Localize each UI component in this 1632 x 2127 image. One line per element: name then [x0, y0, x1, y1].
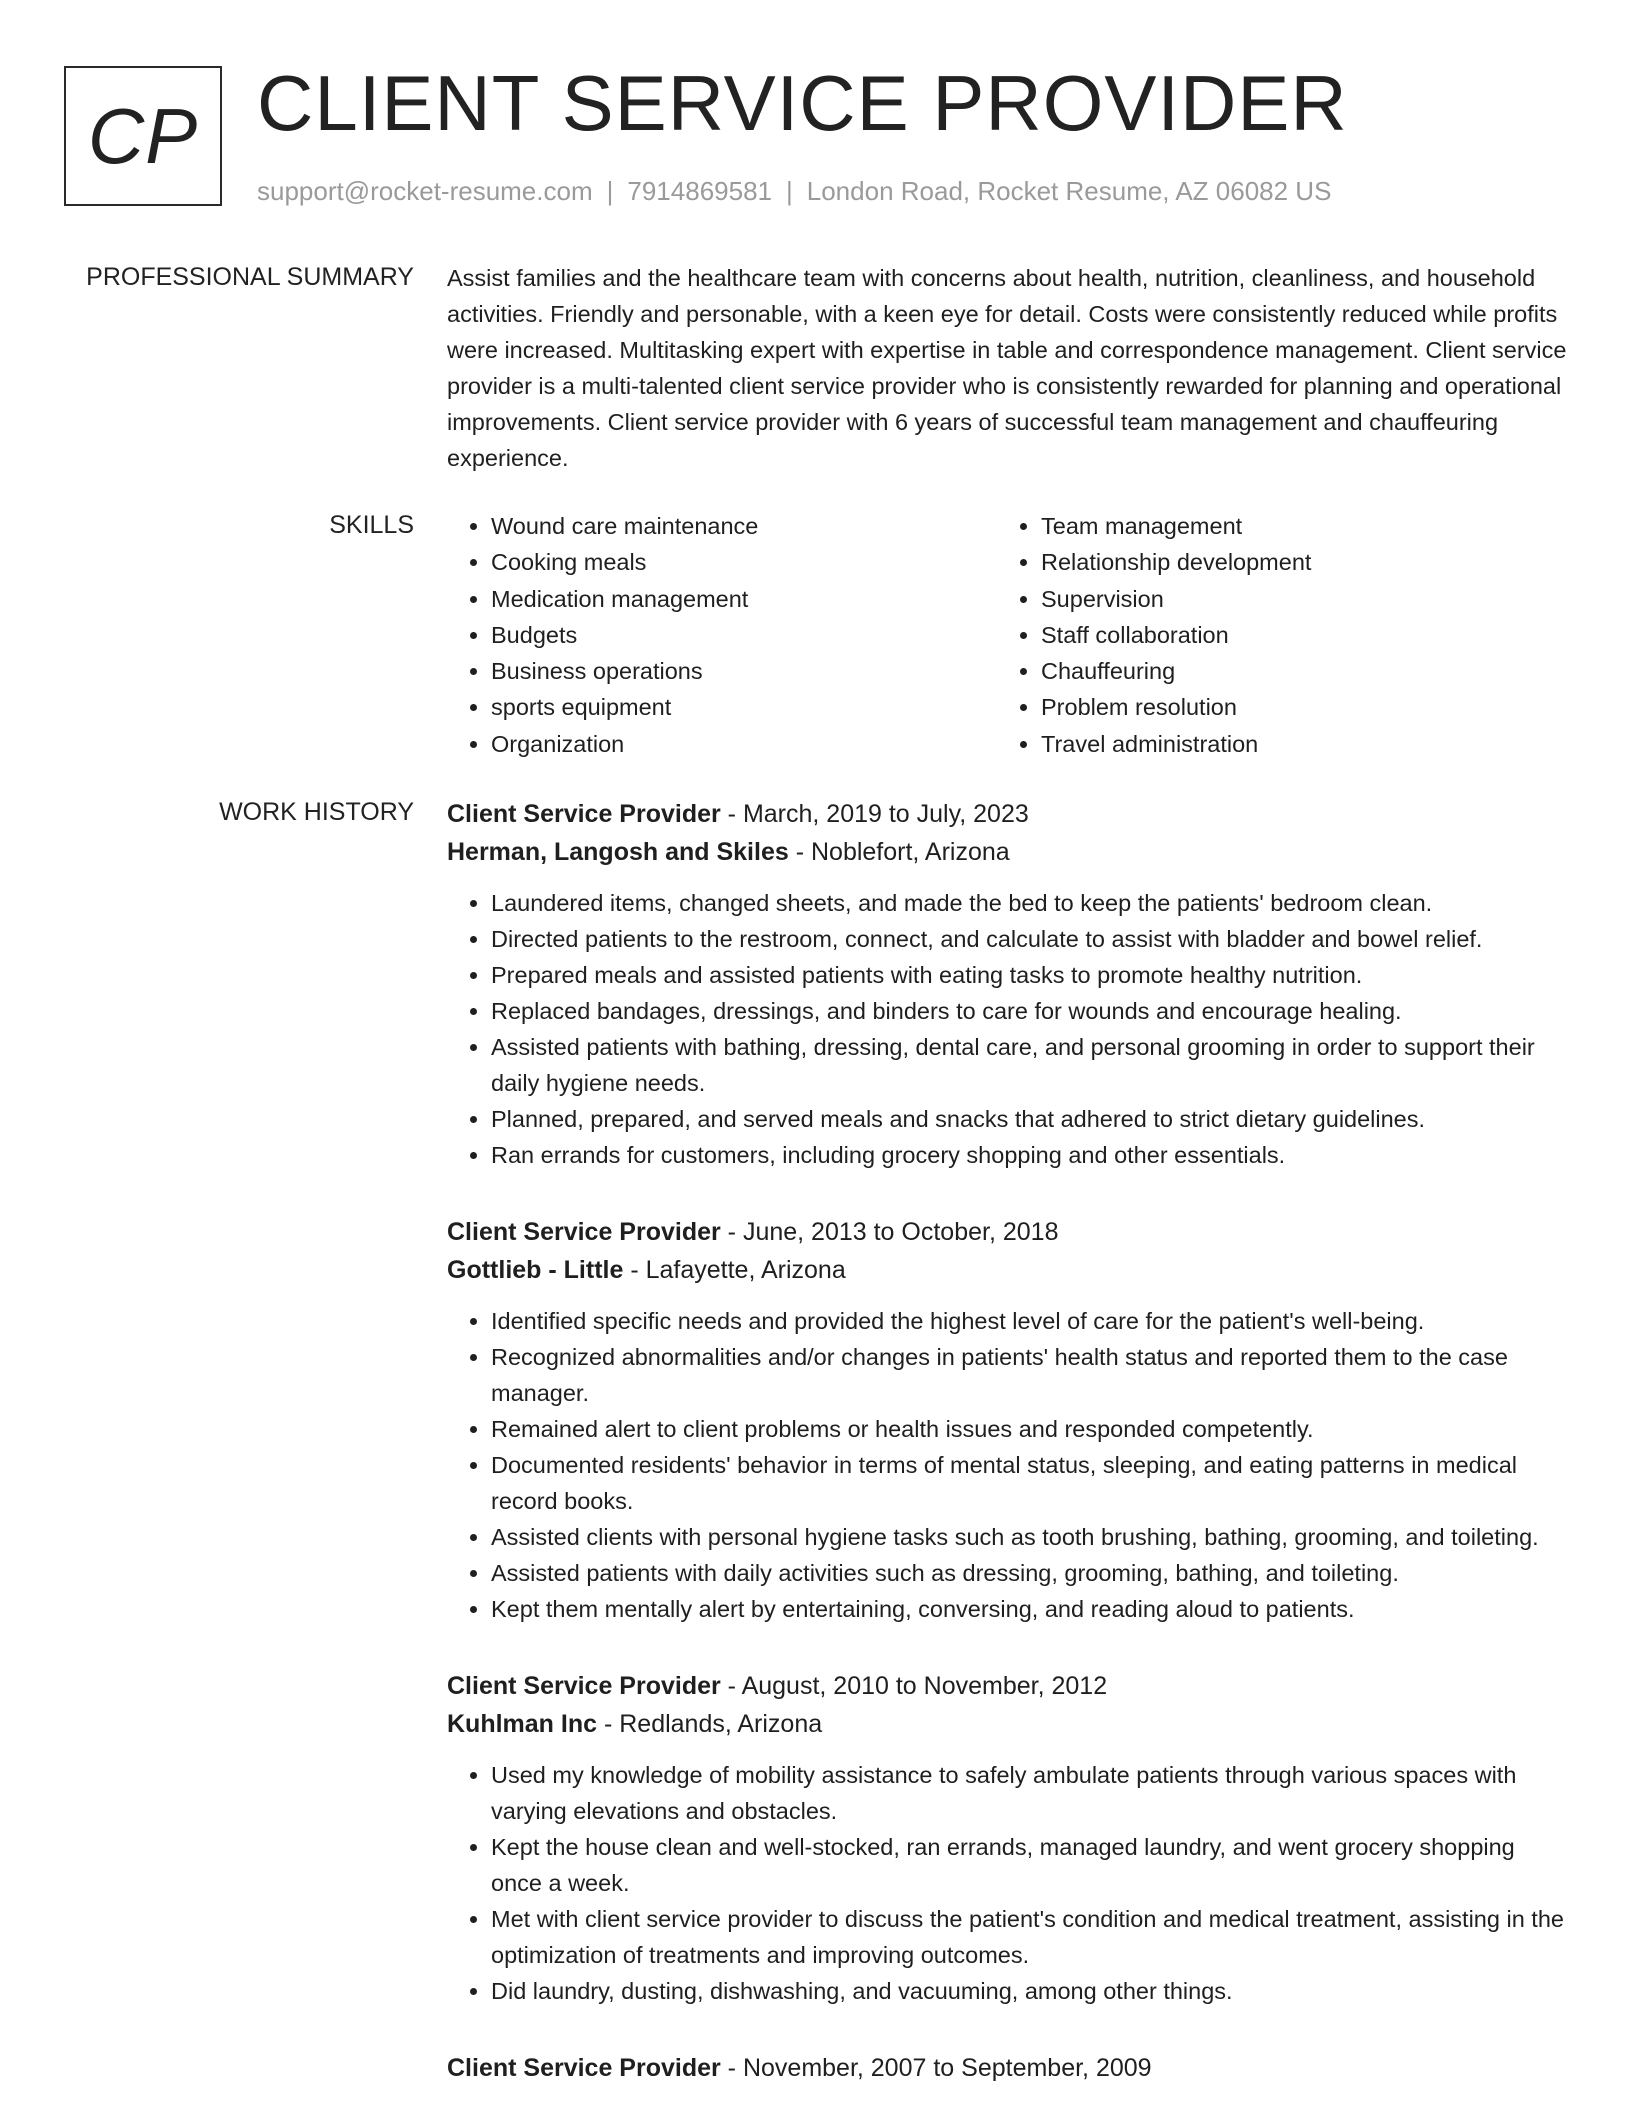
job-title: Client Service Provider: [447, 1218, 721, 1246]
job-entry: [447, 1213, 1567, 1627]
duty-item: • Used my knowledge of mobility assistance to safely ambulate patients through various spaces with varying elevations and obstacles.: [491, 1757, 1567, 1829]
skill-item: • Chauffeuring: [1041, 653, 1547, 689]
skills-list-left: [447, 508, 997, 762]
job-title-line: [447, 2049, 1567, 2087]
duty-item: • Kept them mentally alert by entertaining, conversing, and reading aloud to patients.: [491, 1591, 1567, 1627]
skill-item: • Supervision: [1041, 581, 1547, 617]
section-label-summary: PROFESSIONAL SUMMARY: [86, 263, 414, 291]
skills-list-right: [997, 508, 1547, 762]
job-duties: [447, 1303, 1567, 1627]
job-company: Kuhlman Inc: [447, 1710, 598, 1738]
page-title: CLIENT SERVICE PROVIDER: [257, 59, 1348, 147]
skill-item: • Relationship development: [1041, 544, 1547, 580]
duty-item: • Documented residents' behavior in terms of mental status, sleeping, and eating patterns in medical record books.: [491, 1447, 1567, 1519]
job-dates: - November, 2007 to September, 2009: [720, 2054, 1152, 2082]
job-entry: [447, 2049, 1567, 2087]
contact-separator: |: [606, 176, 614, 206]
skill-item: • Problem resolution: [1041, 689, 1547, 725]
job-title-line: [447, 795, 1567, 833]
job-location: - Lafayette, Arizona: [623, 1256, 846, 1284]
summary-body: [447, 260, 1567, 476]
skill-item: • Medication management: [491, 581, 997, 617]
duty-item: • Ran errands for customers, including grocery shopping and other essentials.: [491, 1137, 1567, 1173]
job-entry: [447, 795, 1567, 1173]
skill-item: • sports equipment: [491, 689, 997, 725]
summary-text: Assist families and the healthcare team with concerns about health, nutrition, cleanliness, and household activities. Friendly and personable, with a keen eye for detail. Costs were consistently reduced while profits were increased. Multitasking expert with expertise in table and correspondence management. Client service provider is a multi-talented client service provider who is consistently rewarded for planning and operational improvements. Client service provider with 6 years of successful team management and chauffeuring experience.: [447, 265, 1567, 471]
duty-item: • Did laundry, dusting, dishwashing, and vacuuming, among other things.: [491, 1973, 1567, 2009]
skill-item: • Team management: [1041, 508, 1547, 544]
duty-item: • Laundered items, changed sheets, and made the bed to keep the patients' bedroom clean.: [491, 885, 1567, 921]
job-company-line: [447, 1251, 1567, 1289]
duty-item: • Directed patients to the restroom, connect, and calculate to assist with bladder and bowel relief.: [491, 921, 1567, 957]
skills-body: [447, 508, 1567, 762]
job-dates: - June, 2013 to October, 2018: [720, 1218, 1059, 1246]
job-title-line: [447, 1213, 1567, 1251]
skill-item: • Budgets: [491, 617, 997, 653]
duty-item: • Kept the house clean and well-stocked, ran errands, managed laundry, and went grocery shopping once a week.: [491, 1829, 1567, 1901]
duty-item: • Prepared meals and assisted patients with eating tasks to promote healthy nutrition.: [491, 957, 1567, 993]
skill-item: • Wound care maintenance: [491, 508, 997, 544]
contact-line: [257, 176, 1331, 206]
job-location: - Noblefort, Arizona: [788, 838, 1010, 866]
duty-item: • Assisted patients with bathing, dressing, dental care, and personal grooming in order to support their daily hygiene needs.: [491, 1029, 1567, 1101]
job-company: Gottlieb - Little: [447, 1256, 624, 1284]
job-title-line: [447, 1667, 1567, 1705]
section-label-work-history: WORK HISTORY: [219, 798, 414, 826]
skill-item: • Business operations: [491, 653, 997, 689]
section-label-skills: SKILLS: [329, 511, 414, 539]
duty-item: • Replaced bandages, dressings, and binders to care for wounds and encourage healing.: [491, 993, 1567, 1029]
job-location: - Redlands, Arizona: [597, 1710, 823, 1738]
job-duties: [447, 1757, 1567, 2009]
job-company-line: [447, 1705, 1567, 1743]
job-title: Client Service Provider: [447, 2054, 721, 2082]
duty-item: • Assisted patients with daily activities such as dressing, grooming, bathing, and toileting.: [491, 1555, 1567, 1591]
skill-item: • Staff collaboration: [1041, 617, 1547, 653]
job-dates: - August, 2010 to November, 2012: [720, 1672, 1108, 1700]
duty-item: • Recognized abnormalities and/or changes in patients' health status and reported them to the case manager.: [491, 1339, 1567, 1411]
skill-item: • Travel administration: [1041, 726, 1547, 762]
job-title: Client Service Provider: [447, 800, 721, 828]
contact-email[interactable]: support@rocket-resume.com: [257, 176, 593, 206]
contact-phone[interactable]: 7914869581: [627, 176, 772, 206]
job-dates: - March, 2019 to July, 2023: [720, 800, 1029, 828]
duty-item: • Planned, prepared, and served meals and snacks that adhered to strict dietary guidelines.: [491, 1101, 1567, 1137]
skill-item: • Cooking meals: [491, 544, 997, 580]
duty-item: • Remained alert to client problems or health issues and responded competently.: [491, 1411, 1567, 1447]
job-title: Client Service Provider: [447, 1672, 721, 1700]
job-entry: [447, 1667, 1567, 2009]
work-history-body: [447, 795, 1567, 2127]
duty-item: • Assisted clients with personal hygiene tasks such as tooth brushing, bathing, grooming, and toileting.: [491, 1519, 1567, 1555]
duty-item: • Met with client service provider to discuss the patient's condition and medical treatment, assisting in the optimization of treatments and improving outcomes.: [491, 1901, 1567, 1973]
skill-item: • Organization: [491, 726, 997, 762]
job-duties: [447, 885, 1567, 1173]
job-company-line: [447, 833, 1567, 871]
duty-item: • Identified specific needs and provided the highest level of care for the patient's well-being.: [491, 1303, 1567, 1339]
job-company: Herman, Langosh and Skiles: [447, 838, 789, 866]
contact-address: London Road, Rocket Resume, AZ 06082 US: [806, 176, 1332, 206]
monogram: CP: [64, 66, 222, 206]
contact-separator: |: [786, 176, 793, 206]
